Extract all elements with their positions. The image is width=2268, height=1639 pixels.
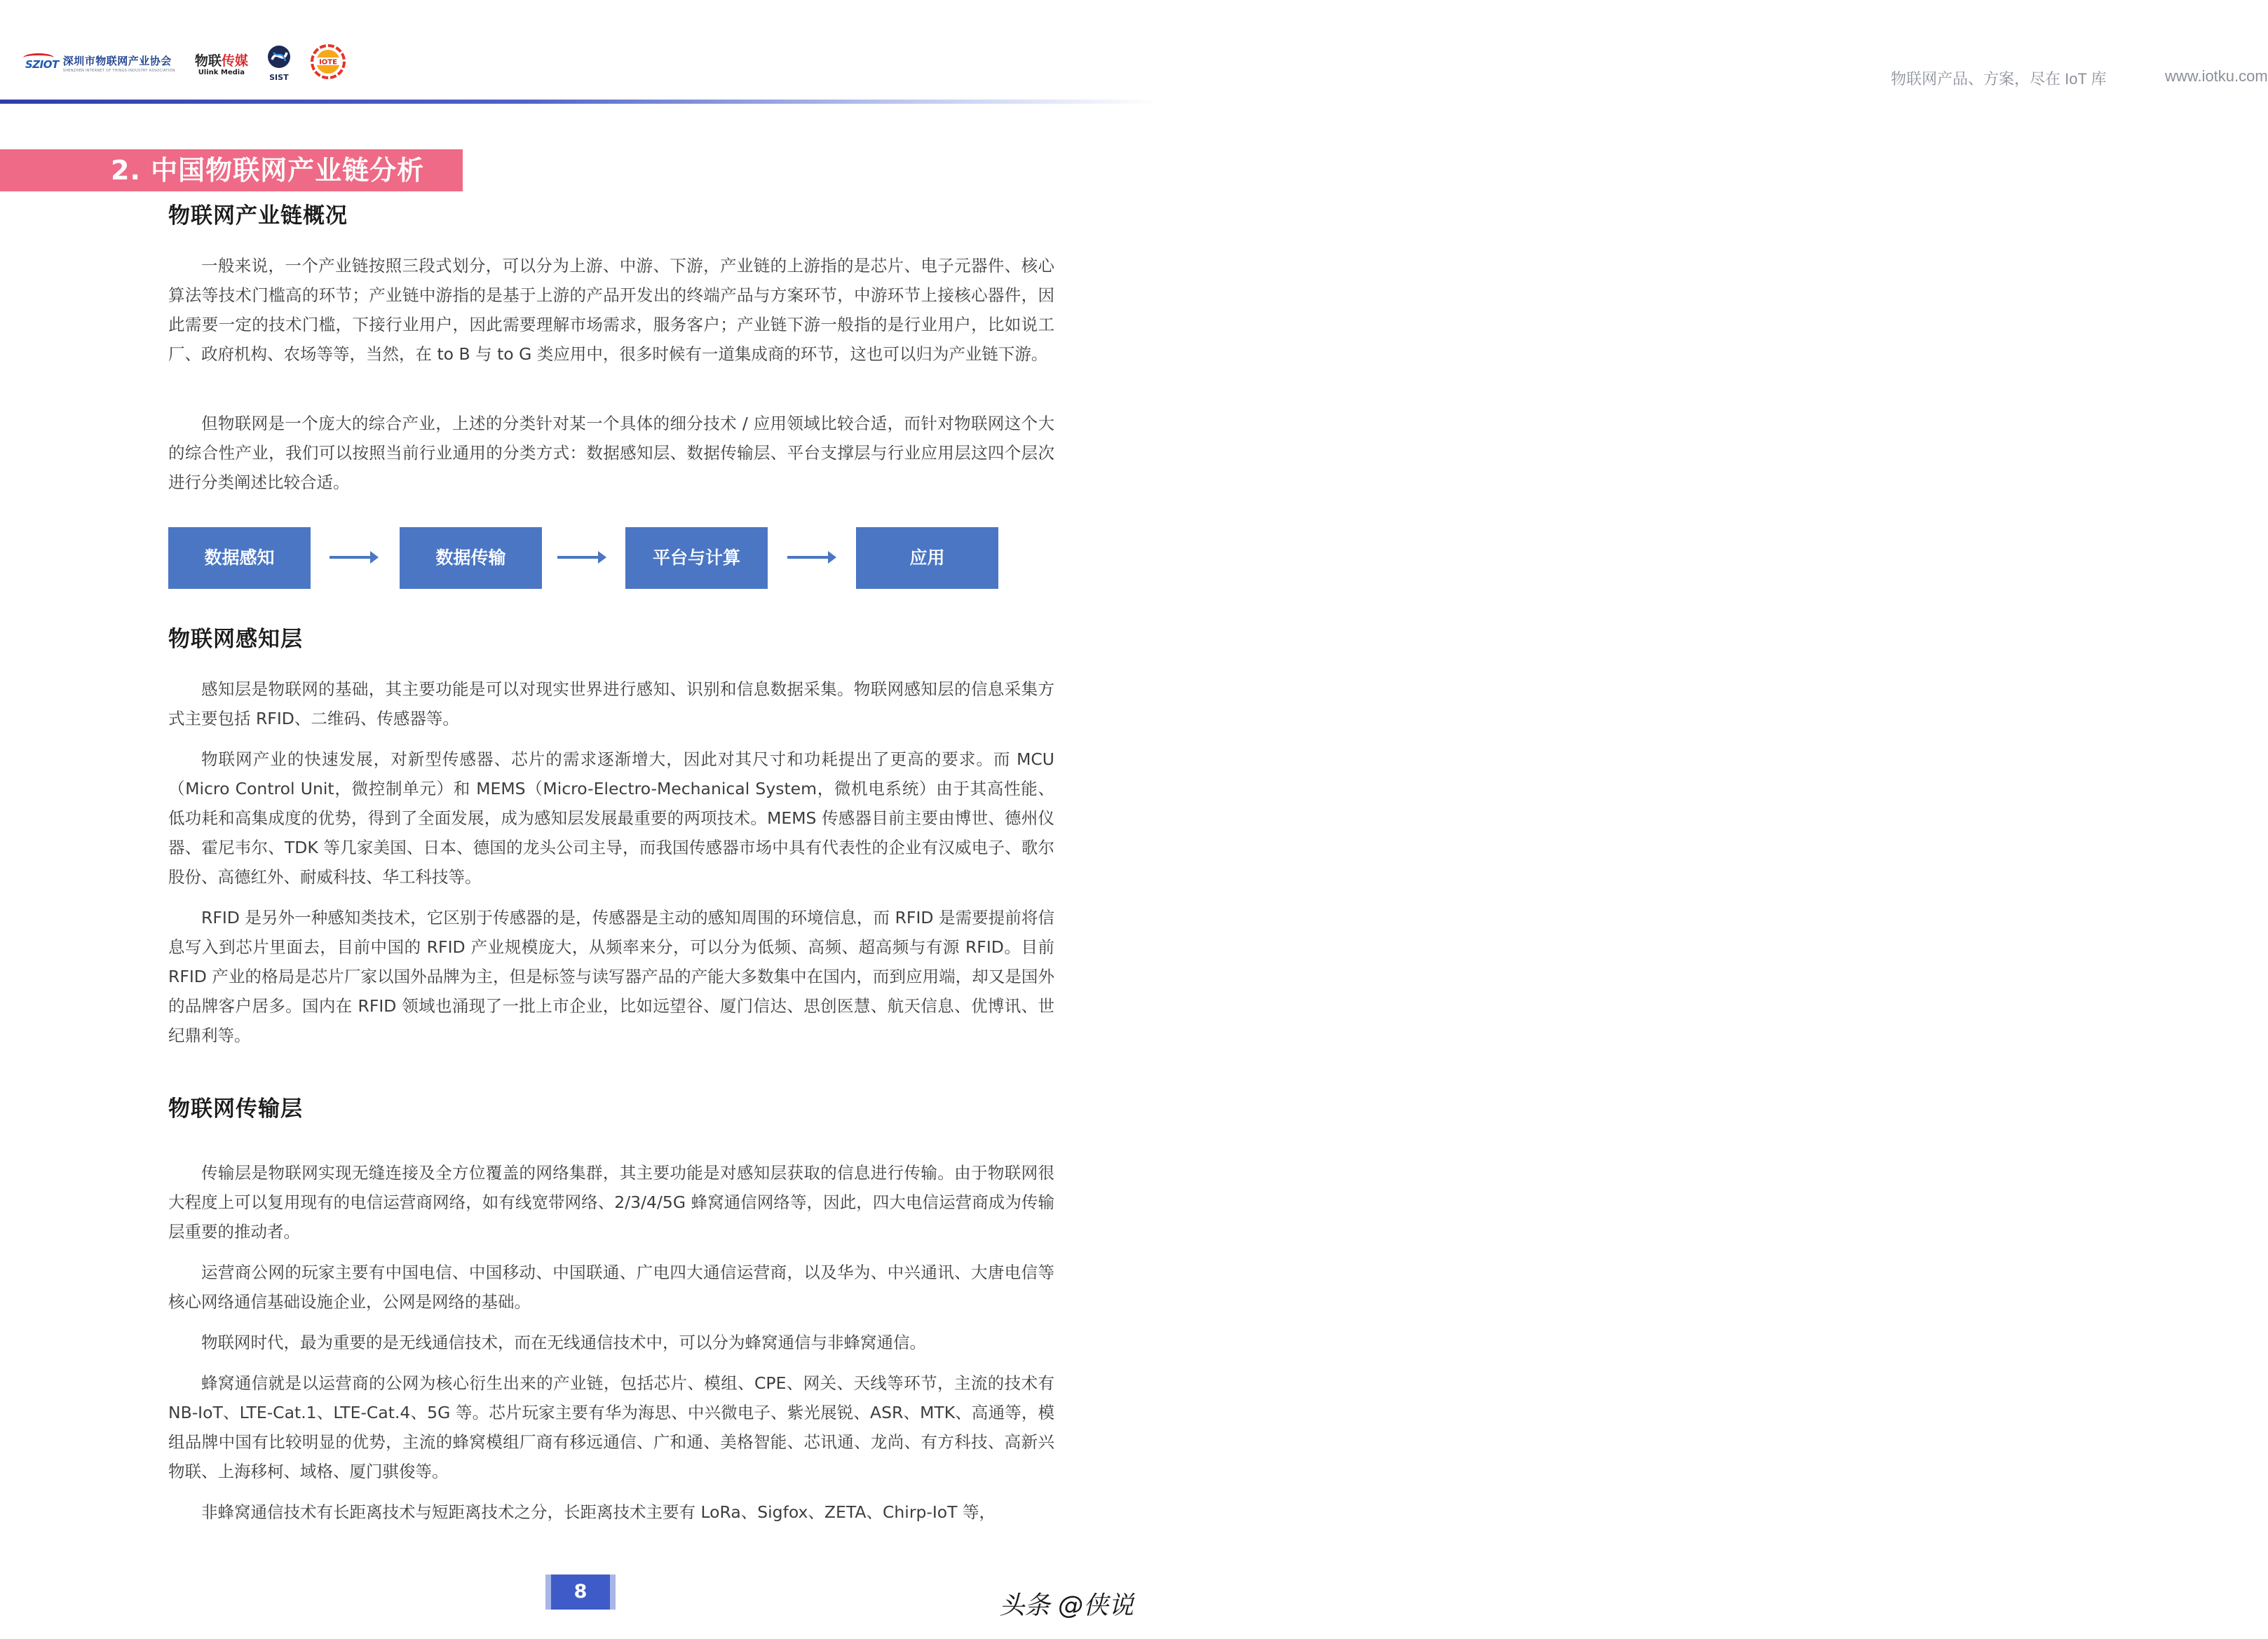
overview-paragraph-1: 一般来说，一个产业链按照三段式划分，可以分为上游、中游、下游，产业链的上游指的是芯片、电子元器件、核心算法等技术门槛高的环节；产业链中游指的是基于上游的产品开发出的终端产品与方案环节，中游环节上接核心器件，因此需要一定的技术门槛，下接行业用户，因此需要理解市场需求，服务客户；产业链下游一般指的是行业用户，比如说工厂、政府机构、农场等等，当然，在 to B 与 to G 类应用中，很多时候有一道集成商的环节，这也可以归为产业链下游。 — [168, 256, 1054, 364]
transmission-paragraph-3: 物联网时代，最为重要的是无线通信技术，而在无线通信技术中，可以分为蜂窝通信与非蜂窝通信。 — [201, 1333, 926, 1352]
transmission-paragraph-5: 非蜂窝通信技术有长距离技术与短距离技术之分，长距离技术主要有 LoRa、Sigfox、ZETA、Chirp-IoT 等， — [201, 1502, 996, 1522]
iote-badge-text: IOTE — [318, 58, 337, 67]
sist-emblem-icon — [266, 44, 292, 69]
sziot-mark-text: SZIOT — [25, 58, 59, 71]
page-header — [0, 0, 2268, 105]
perception-paragraph-1: 感知层是物联网的基础，其主要功能是可以对现实世界进行感知、识别和信息数据采集。物联网感知层的信息采集方式主要包括 RFID、二维码、传感器等。 — [168, 679, 1054, 728]
flow-box-platform: 平台与计算 — [625, 527, 768, 589]
sziot-name: 深圳市物联网产业协会 — [62, 55, 172, 67]
transmission-paragraph-2: 运营商公网的玩家主要有中国电信、中国移动、中国联通、广电四大通信运营商，以及华为、中兴通讯、大唐电信等核心网络通信基础设施企业，公网是网络的基础。 — [168, 1263, 1054, 1312]
source-watermark: 头条 @侠说 — [999, 1591, 1134, 1620]
flow-box-transmission: 数据传输 — [400, 527, 542, 589]
sist-logo — [266, 44, 292, 82]
sziot-swoosh-icon — [23, 53, 54, 62]
page-number-tab — [545, 1575, 616, 1610]
flow-arrow-icon — [557, 556, 604, 559]
header-rule — [0, 100, 1159, 104]
perception-paragraph-3: RFID 是另外一种感知类技术，它区别于传感器的是，传感器是主动的感知周围的环境信息，而 RFID 是需要提前将信息写入到芯片里面去，目前中国的 RFID 产业规模庞大，从频率来分，可以分为低频、高频、超高频与有源 RFID。目前 RFID 产业的格局是芯片厂家以国外品牌为主，但是标签与读写器产品的产能大多数集中在国内，而到应用端，却又是国外的品牌客户居多。国内在 RFID 领域也涌现了一批上市企业，比如远望谷、厦门信达、思创医慧、航天信息、优博讯、世纪鼎利等。 — [168, 908, 1054, 1045]
overview-paragraph-2: 但物联网是一个庞大的综合产业，上述的分类针对某一个具体的细分技术 / 应用领域比较合适，而针对物联网这个大的综合性产业，我们可以按照当前行业通用的分类方式：数据感知层、数据传输层、平台支撑层与行业应用层这四个层次进行分类阐述比较合适。 — [168, 414, 1054, 492]
sziot-text — [63, 53, 175, 73]
header-slogan: 物联网产品、方案，尽在 IoT 库 — [1891, 70, 2107, 88]
flow-arrow-icon — [330, 556, 376, 559]
flow-arrow-icon — [787, 556, 834, 559]
heading-perception: 物联网感知层 — [168, 627, 303, 652]
ulink-en-name: Ulink Media — [198, 68, 245, 76]
iote-logo — [310, 43, 346, 83]
sist-text: SIST — [269, 73, 289, 82]
heading-overview: 物联网产业链概况 — [168, 203, 348, 229]
sziot-english-name: SHENZHEN INTERNET OF THINGS INDUSTRY ASSOCIATION — [62, 69, 175, 73]
sziot-logo — [25, 53, 175, 73]
header-url[interactable]: www.iotku.com — [2165, 67, 2268, 85]
section-banner — [0, 149, 463, 191]
ulink-cn-black: 物联 — [194, 53, 222, 69]
sziot-mark — [25, 55, 59, 71]
ulink-media-logo — [195, 50, 248, 76]
flow-box-perception: 数据感知 — [168, 527, 311, 589]
transmission-paragraph-1: 传输层是物联网实现无缝连接及全方位覆盖的网络集群，其主要功能是对感知层获取的信息进行传输。由于物联网很大程度上可以复用现有的电信运营商网络，如有线宽带网络、2/3/4/5G 蜂窝通信网络等，因此，四大电信运营商成为传输层重要的推动者。 — [168, 1163, 1054, 1242]
perception-paragraph-2: 物联网产业的快速发展，对新型传感器、芯片的需求逐渐增大，因此对其尺寸和功耗提出了更高的要求。而 MCU（Micro Control Unit，微控制单元）和 MEMS（Micro-Electro-Mechanical System，微机电系统）由于其高性能、低功耗和高集成度的优势，得到了全面发展，成为感知层发展最重要的两项技术。MEMS 传感器目前主要由博世、德州仪器、霍尼韦尔、TDK 等几家美国、日本、德国的龙头公司主导，而我国传感器市场中具有代表性的企业有汉威电子、歌尔股份、高德红外、耐威科技、华工科技等。 — [168, 749, 1054, 887]
flow-box-application: 应用 — [856, 527, 998, 589]
ulink-cn-name — [195, 50, 248, 69]
partner-logos — [25, 39, 346, 87]
heading-transmission: 物联网传输层 — [168, 1096, 303, 1122]
ulink-cn-red: 传媒 — [221, 53, 248, 69]
section-title: 2. 中国物联网产业链分析 — [111, 155, 425, 186]
page-number: 8 — [551, 1575, 610, 1610]
iote-badge-icon — [310, 43, 346, 80]
transmission-paragraph-4: 蜂窝通信就是以运营商的公网为核心衍生出来的产业链，包括芯片、模组、CPE、网关、天线等环节，主流的技术有 NB-IoT、LTE-Cat.1、LTE-Cat.4、5G 等。芯片玩家主要有华为海思、中兴微电子、紫光展锐、ASR、MTK、高通等，模组品牌中国有比较明显的优势，主流的蜂窝模组厂商有移远通信、广和通、美格智能、芯讯通、龙尚、有方科技、高新兴物联、上海移柯、域格、厦门骐俊等。 — [168, 1373, 1054, 1481]
